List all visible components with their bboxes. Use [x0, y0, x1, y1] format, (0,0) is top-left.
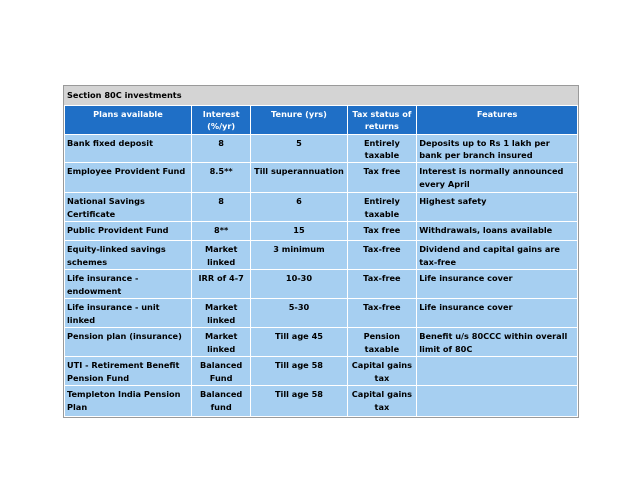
tax-cell: Tax-free	[348, 241, 417, 269]
table-row	[65, 299, 577, 327]
interest-cell: IRR of 4-7	[192, 270, 250, 298]
table-row	[65, 222, 577, 240]
tenure-cell: Till age 58	[251, 386, 346, 416]
plan-cell: Templeton India Pension Plan	[65, 386, 191, 416]
interest-cell: Market linked	[192, 241, 250, 269]
tenure-cell: Till age 58	[251, 357, 346, 385]
tax-cell: Capital gains tax	[348, 357, 417, 385]
tax-cell: Entirely taxable	[348, 193, 417, 221]
section-title: Section 80C investments	[63, 85, 579, 105]
investments-table-frame	[63, 85, 579, 418]
table-row	[65, 193, 577, 221]
header-interest: Interest (%/yr)	[192, 106, 250, 134]
features-cell	[417, 386, 577, 416]
features-cell: Deposits up to Rs 1 lakh per bank per branch insured	[417, 135, 577, 162]
interest-cell: 8.5**	[192, 163, 250, 192]
plan-cell: Life insurance - endowment	[65, 270, 191, 298]
interest-cell: Market linked	[192, 299, 250, 327]
table-row	[65, 163, 577, 192]
features-cell: Life insurance cover	[417, 270, 577, 298]
table-row	[65, 357, 577, 385]
tenure-cell: 6	[251, 193, 346, 221]
tax-cell: Tax-free	[348, 270, 417, 298]
tenure-cell: Till superannuation	[251, 163, 346, 192]
plan-cell: Life insurance - unit linked	[65, 299, 191, 327]
tax-cell: Capital gains tax	[348, 386, 417, 416]
features-cell: Dividend and capital gains are tax-free	[417, 241, 577, 269]
tenure-cell: 5-30	[251, 299, 346, 327]
features-cell: Interest is normally announced every April	[417, 163, 577, 192]
tax-cell: Tax free	[348, 163, 417, 192]
plan-cell: Pension plan (insurance)	[65, 328, 191, 356]
table-row	[65, 386, 577, 416]
plan-cell: Public Provident Fund	[65, 222, 191, 240]
features-cell: Benefit u/s 80CCC within overall limit of 80C	[417, 328, 577, 356]
header-features: Features	[417, 106, 577, 134]
plan-cell: UTI - Retirement Benefit Pension Fund	[65, 357, 191, 385]
tax-cell: Tax-free	[348, 299, 417, 327]
table-row	[65, 328, 577, 356]
investments-table	[63, 105, 579, 418]
tax-cell: Entirely taxable	[348, 135, 417, 162]
plan-cell: National Savings Certificate	[65, 193, 191, 221]
table-row	[65, 270, 577, 298]
plan-cell: Equity-linked savings schemes	[65, 241, 191, 269]
interest-cell: Balanced Fund	[192, 357, 250, 385]
tax-cell: Pension taxable	[348, 328, 417, 356]
header-row	[65, 106, 577, 134]
header-plans: Plans available	[65, 106, 191, 134]
header-tax-status: Tax status of returns	[348, 106, 417, 134]
interest-cell: Balanced fund	[192, 386, 250, 416]
features-cell: Highest safety	[417, 193, 577, 221]
plan-cell: Bank fixed deposit	[65, 135, 191, 162]
interest-cell: 8	[192, 135, 250, 162]
plan-cell: Employee Provident Fund	[65, 163, 191, 192]
features-cell: Life insurance cover	[417, 299, 577, 327]
tenure-cell: 3 minimum	[251, 241, 346, 269]
tenure-cell: 15	[251, 222, 346, 240]
tax-cell: Tax free	[348, 222, 417, 240]
header-tenure: Tenure (yrs)	[251, 106, 346, 134]
tenure-cell: Till age 45	[251, 328, 346, 356]
features-cell: Withdrawals, loans available	[417, 222, 577, 240]
interest-cell: 8	[192, 193, 250, 221]
table-row	[65, 241, 577, 269]
interest-cell: Market linked	[192, 328, 250, 356]
tenure-cell: 5	[251, 135, 346, 162]
features-cell	[417, 357, 577, 385]
interest-cell: 8**	[192, 222, 250, 240]
tenure-cell: 10-30	[251, 270, 346, 298]
table-row	[65, 135, 577, 162]
